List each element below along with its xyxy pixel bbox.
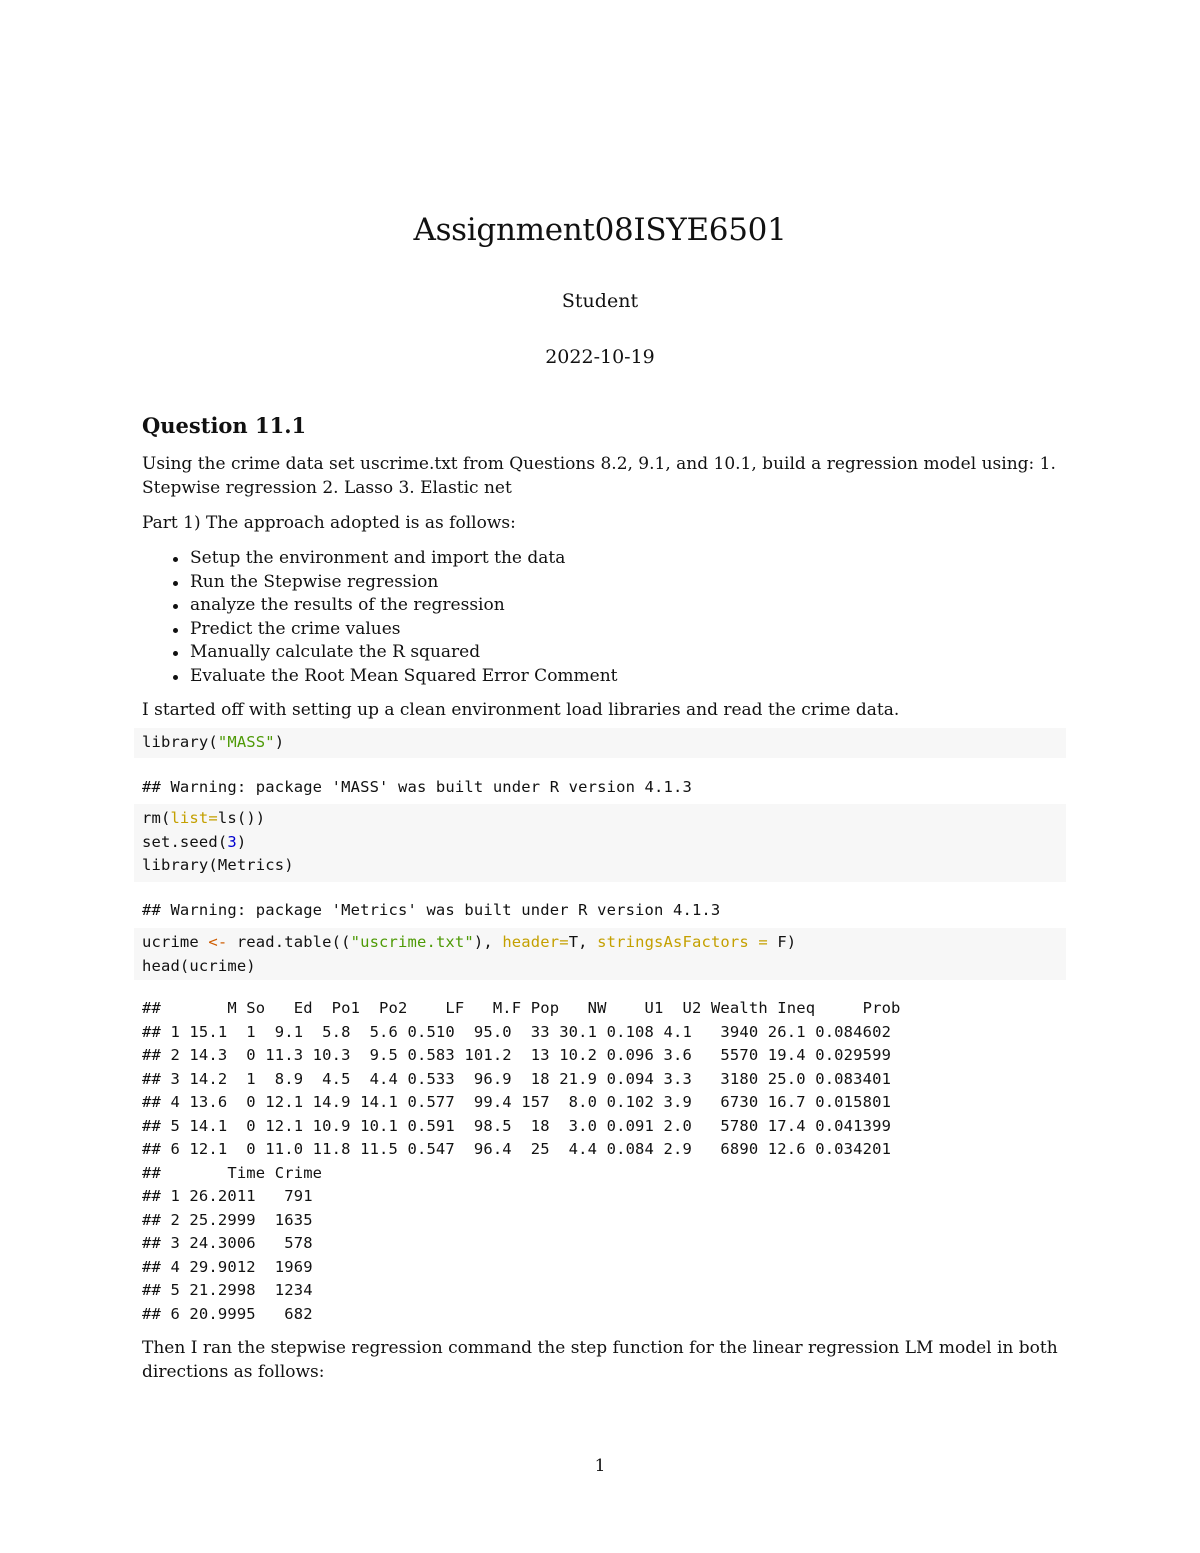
output-line: ## Time Crime (142, 1163, 323, 1182)
code-chunk-setup (134, 804, 1066, 882)
warning-output-metrics: ## Warning: package 'Metrics' was built under R version 4.1.3 (142, 901, 721, 919)
output-line: ## 3 24.3006 578 (142, 1234, 313, 1252)
code-token: read.table(( (227, 933, 351, 951)
list-item: Run the Stepwise regression (142, 571, 618, 595)
output-line: ## 1 26.2011 791 (142, 1187, 313, 1205)
code-token: T, (568, 933, 598, 951)
output-line: ## 3 14.2 1 8.9 4.5 4.4 0.533 96.9 18 21.9 0.094 3.3 3180 25.0 0.083401 (142, 1069, 892, 1088)
list-item: analyze the results of the regression (142, 594, 618, 618)
code-argument: header= (502, 933, 569, 951)
list-item: Manually calculate the R squared (142, 641, 618, 665)
code-line: head(ucrime) (142, 956, 256, 975)
code-chunk-read-data (134, 928, 1066, 980)
code-chunk-library-mass (134, 728, 1066, 758)
code-line: library(Metrics) (142, 856, 294, 874)
output-line: ## 2 14.3 0 11.3 10.3 9.5 0.583 101.2 13 10.2 0.096 3.6 5570 19.4 0.029599 (142, 1046, 892, 1064)
output-line: ## 1 15.1 1 9.1 5.8 5.6 0.510 95.0 33 30.1 0.108 4.1 3940 26.1 0.084602 (142, 1022, 892, 1041)
code-number: 3 (227, 832, 237, 851)
code-string: "uscrime.txt" (350, 933, 474, 951)
approach-list (142, 547, 618, 688)
output-line: ## 4 29.9012 1969 (142, 1257, 313, 1276)
setup-paragraph: I started off with setting up a clean environment load libraries and read the crime data. (142, 700, 900, 720)
code-token: F) (777, 933, 797, 951)
code-argument: list= (170, 809, 218, 827)
output-line: ## 6 20.9995 682 (142, 1304, 313, 1323)
list-item: Setup the environment and import the data (142, 547, 618, 571)
warning-output-mass: ## Warning: package 'MASS' was built under R version 4.1.3 (142, 778, 692, 796)
list-item: Predict the crime values (142, 618, 618, 642)
code-token: set.seed( (142, 832, 228, 851)
code-token: ucrime (142, 933, 209, 951)
part1-paragraph: Part 1) The approach adopted is as follows: (142, 513, 516, 533)
code-token: ) (274, 733, 285, 751)
output-line: ## 5 14.1 0 12.1 10.9 10.1 0.591 98.5 18 3.0 0.091 2.0 5780 17.4 0.041399 (142, 1116, 892, 1135)
code-argument: stringsAsFactors = (597, 933, 778, 951)
code-token: ) (236, 832, 247, 851)
list-item: Evaluate the Root Mean Squared Error Comment (142, 665, 618, 689)
document-date: 2022-10-19 (545, 346, 655, 368)
output-line: ## 6 12.1 0 11.0 11.8 11.5 0.547 96.4 25 4.4 0.084 2.9 6890 12.6 0.034201 (142, 1140, 892, 1158)
output-line: ## M So Ed Po1 Po2 LF M.F Pop NW U1 U2 Wealth Ineq Prob (142, 999, 901, 1017)
head-output (142, 997, 901, 1326)
output-line: ## 2 25.2999 1635 (142, 1210, 313, 1229)
stepwise-paragraph: Then I ran the stepwise regression command the step function for the linear regression LM model in both directions as follows: (142, 1338, 1058, 1382)
code-token: rm( (142, 809, 171, 827)
output-line: ## 4 13.6 0 12.1 14.9 14.1 0.577 99.4 157 8.0 0.102 3.9 6730 16.7 0.015801 (142, 1093, 892, 1111)
document-author: Student (561, 290, 639, 312)
code-token: ), (473, 933, 503, 951)
page-number: 1 (594, 1456, 606, 1476)
code-operator: <- (208, 933, 228, 951)
code-string: "MASS" (217, 733, 275, 751)
output-line: ## 5 21.2998 1234 (142, 1281, 313, 1299)
intro-paragraph: Using the crime data set uscrime.txt from Questions 8.2, 9.1, and 10.1, build a regression model using: 1. Stepwise regression 2. Lasso 3. Elastic net (142, 454, 1056, 498)
code-token: ls()) (217, 809, 266, 827)
section-heading: Question 11.1 (142, 413, 307, 438)
code-token: library( (142, 733, 218, 751)
document-title: Assignment08ISYE6501 (413, 212, 787, 248)
